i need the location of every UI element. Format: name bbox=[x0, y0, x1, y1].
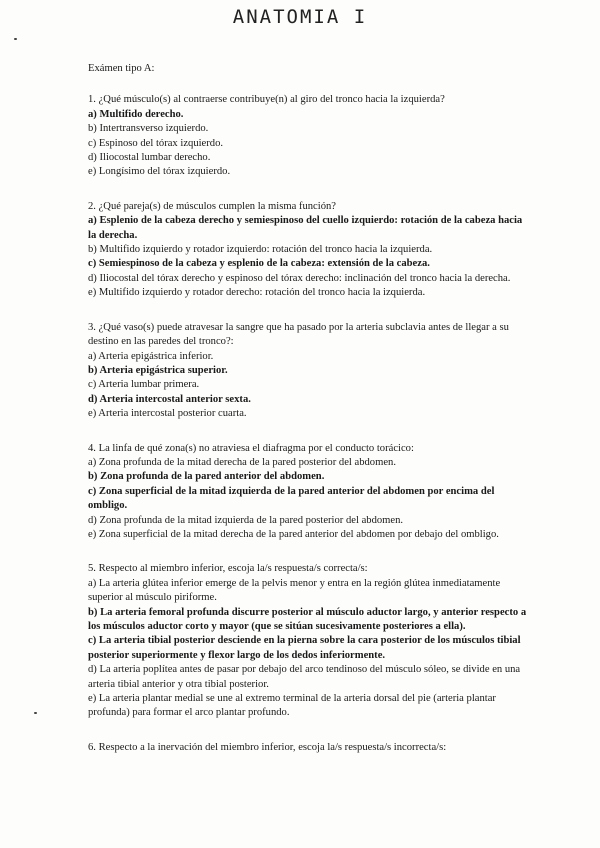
question-1 bbox=[88, 93, 528, 179]
answer-option: a) Multifido derecho. bbox=[88, 108, 184, 120]
answer-option: d) Arteria intercostal anterior sexta. bbox=[88, 393, 251, 405]
scan-speck bbox=[34, 712, 37, 714]
answer-option: b) Zona profunda de la pared anterior del abdomen. bbox=[88, 471, 325, 483]
question-3 bbox=[88, 321, 528, 422]
question-4 bbox=[88, 442, 528, 543]
answer-option: e) Arteria intercostal posterior cuarta. bbox=[88, 408, 247, 420]
answer-option: c) Semiespinoso de la cabeza y esplenio de la cabeza: extensión de la cabeza. bbox=[88, 258, 430, 270]
answer-option: b) Multifido izquierdo y rotador izquierdo: rotación del tronco hacia la izquierda. bbox=[88, 244, 433, 256]
answer-option: c) La arteria tibial posterior desciende en la pierna sobre la cara posterior de los músculos tibial posterior superiormente y flexor largo de los dedos inferiormente. bbox=[88, 635, 521, 661]
answer-option: c) Zona superficial de la mitad izquierda de la pared anterior del abdomen por encima del ombligo. bbox=[88, 485, 495, 512]
answer-option: b) La arteria femoral profunda discurre posterior al músculo aductor largo, y anterior respecto a los músculos aductor corto y mayor (que se sitúan sucesivamente posteriores a ella). bbox=[88, 606, 527, 632]
question-2 bbox=[88, 200, 528, 301]
answer-option: d) Iliocostal del tórax derecho y espinoso del tórax derecho: inclinación del tronco hacia la derecha. bbox=[88, 272, 511, 284]
answer-option: c) Arteria lumbar primera. bbox=[88, 379, 200, 391]
question-text: 6. Respecto a la inervación del miembro inferior, escoja la/s respuesta/s incorrecta/s: bbox=[88, 741, 447, 753]
exam-subtitle: Exámen tipo A: bbox=[88, 63, 155, 74]
answer-option: a) Arteria epigástrica inferior. bbox=[88, 350, 214, 362]
answer-option: a) La arteria glútea inferior emerge de la pelvis menor y entra en la región glútea inmediatamente superior al músculo piriforme. bbox=[88, 577, 501, 604]
question-text: 3. ¿Qué vaso(s) puede atravesar la sangre que ha pasado por la arteria subclavia antes de llegar a su destino en las paredes del tronco?: bbox=[88, 321, 509, 348]
answer-option: a) Esplenio de la cabeza derecho y semiespinoso del cuello izquierdo: rotación de la cabeza hacia la derecha. bbox=[88, 215, 523, 241]
answer-option: d) Zona profunda de la mitad izquierda de la pared posterior del abdomen. bbox=[88, 514, 404, 526]
exam-body bbox=[88, 62, 528, 775]
answer-option: e) La arteria plantar medial se une al extremo terminal de la arteria dorsal del pie (arteria plantar profunda) para formar el arco plantar profundo. bbox=[88, 693, 496, 719]
scan-speck bbox=[14, 38, 17, 40]
answer-option: d) La arteria poplítea antes de pasar por debajo del arco tendinoso del músculo sóleo, se divide en una arteria tibial anterior y otra tibial posterior. bbox=[88, 664, 521, 690]
answer-option: d) Iliocostal lumbar derecho. bbox=[88, 152, 211, 164]
answer-option: b) Intertransverso izquierdo. bbox=[88, 123, 209, 135]
question-text: 4. La linfa de qué zona(s) no atraviesa el diafragma por el conducto torácico: bbox=[88, 442, 414, 454]
question-text: 2. ¿Qué pareja(s) de músculos cumplen la misma función? bbox=[88, 200, 336, 212]
answer-option: e) Longísimo del tórax izquierdo. bbox=[88, 166, 231, 178]
page-title: ANATOMIA I bbox=[232, 6, 368, 28]
answer-option: c) Espinoso del tórax izquierdo. bbox=[88, 137, 224, 149]
question-text: 5. Respecto al miembro inferior, escoja la/s respuesta/s correcta/s: bbox=[88, 563, 368, 575]
answer-option: b) Arteria epigástrica superior. bbox=[88, 364, 228, 376]
answer-option: a) Zona profunda de la mitad derecha de la pared posterior del abdomen. bbox=[88, 456, 396, 468]
question-5 bbox=[88, 562, 528, 720]
question-list bbox=[88, 93, 528, 755]
question-text: 1. ¿Qué músculo(s) al contraerse contribuye(n) al giro del tronco hacia la izquierda? bbox=[88, 94, 445, 106]
answer-option: e) Multifido izquierdo y rotador derecho: rotación del tronco hacia la izquierda. bbox=[88, 287, 426, 299]
question-6 bbox=[88, 741, 528, 755]
answer-option: e) Zona superficial de la mitad derecha de la pared anterior del abdomen por debajo del ombligo. bbox=[88, 528, 499, 540]
